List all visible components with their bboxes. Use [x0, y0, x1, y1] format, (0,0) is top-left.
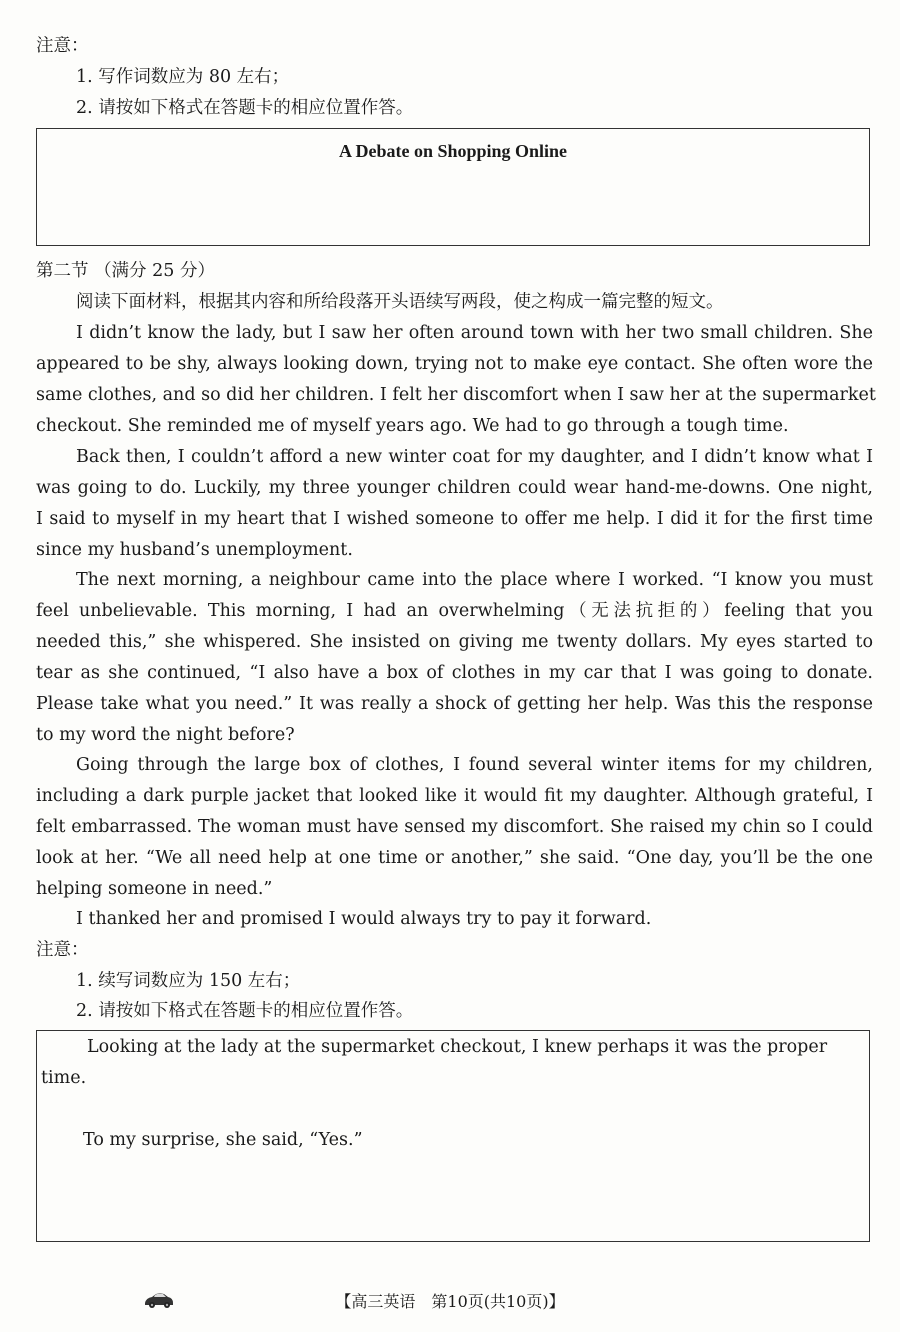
- passage-line: I said to myself in my heart that I wished someone to offer me help. I did it for the first time: [36, 509, 873, 529]
- passage-line: I didn’t know the lady, but I saw her often around town with her two small children. She: [76, 323, 873, 343]
- note-2-format: 2. 请按如下格式在答题卡的相应位置作答。: [76, 1001, 414, 1021]
- page-footer: 【高三英语 第10页(共10页)】: [335, 1292, 565, 1311]
- continuation-opening-1: Looking at the lady at the supermarket checkout, I knew perhaps it was the proper: [87, 1037, 828, 1057]
- note-2-word-count: 1. 续写词数应为 150 左右；: [76, 971, 301, 991]
- passage-line: tear as she continued, “I also have a box of clothes in my car that I was going to donate.: [36, 663, 873, 683]
- passage-line: felt embarrassed. The woman must have sensed my discomfort. She raised my chin so I could: [36, 817, 873, 837]
- continuation-opening-1b: time.: [41, 1068, 87, 1088]
- passage-line: Going through the large box of clothes, I found several winter items for my children,: [76, 755, 873, 775]
- section-2-title: 第二节 （满分 25 分）: [36, 261, 215, 281]
- writing-box-1: [36, 128, 870, 246]
- note-title-2: 注意：: [36, 940, 89, 960]
- writing-box-1-title: A Debate on Shopping Online: [338, 141, 568, 161]
- passage-line: helping someone in need.”: [36, 879, 273, 899]
- passage-line: feel unbelievable. This morning, I had an overwhelming（无法抗拒的）feeling that you: [36, 601, 873, 621]
- passage-line: since my husband’s unemployment.: [36, 540, 353, 560]
- passage-line: look at her. “We all need help at one time or another,” she said. “One day, you’ll be the one: [36, 848, 873, 868]
- passage-line: was going to do. Luckily, my three younger children could wear hand-me-downs. One night,: [36, 478, 873, 498]
- continuation-opening-2: To my surprise, she said, “Yes.”: [83, 1130, 363, 1150]
- passage-line: Please take what you need.” It was really a shock of getting her help. Was this the response: [36, 694, 873, 714]
- passage-line: checkout. She reminded me of myself years ago. We had to go through a tough time.: [36, 416, 789, 436]
- note-title-1: 注意：: [36, 36, 89, 56]
- passage-line: I thanked her and promised I would always try to pay it forward.: [76, 909, 652, 929]
- note-1-word-count: 1. 写作词数应为 80 左右；: [76, 67, 290, 87]
- writing-box-2: [36, 1030, 870, 1242]
- passage-line: appeared to be shy, always looking down, trying not to make eye contact. She often wore the: [36, 354, 873, 374]
- section-2-instruction: 阅读下面材料，根据其内容和所给段落开头语续写两段，使之构成一篇完整的短文。: [76, 292, 724, 312]
- passage-line: including a dark purple jacket that looked like it would fit my daughter. Although grateful, I: [36, 786, 873, 806]
- passage-line: same clothes, and so did her children. I felt her discomfort when I saw her at the supermarket: [36, 385, 876, 405]
- passage-line: The next morning, a neighbour came into the place where I worked. “I know you must: [76, 570, 873, 590]
- note-1-format: 2. 请按如下格式在答题卡的相应位置作答。: [76, 98, 414, 118]
- passage-line: Back then, I couldn’t afford a new winter coat for my daughter, and I didn’t know what I: [76, 447, 873, 467]
- passage-line: needed this,” she whispered. She insisted on giving me twenty dollars. My eyes started to: [36, 632, 873, 652]
- passage-line: to my word the night before?: [36, 725, 295, 745]
